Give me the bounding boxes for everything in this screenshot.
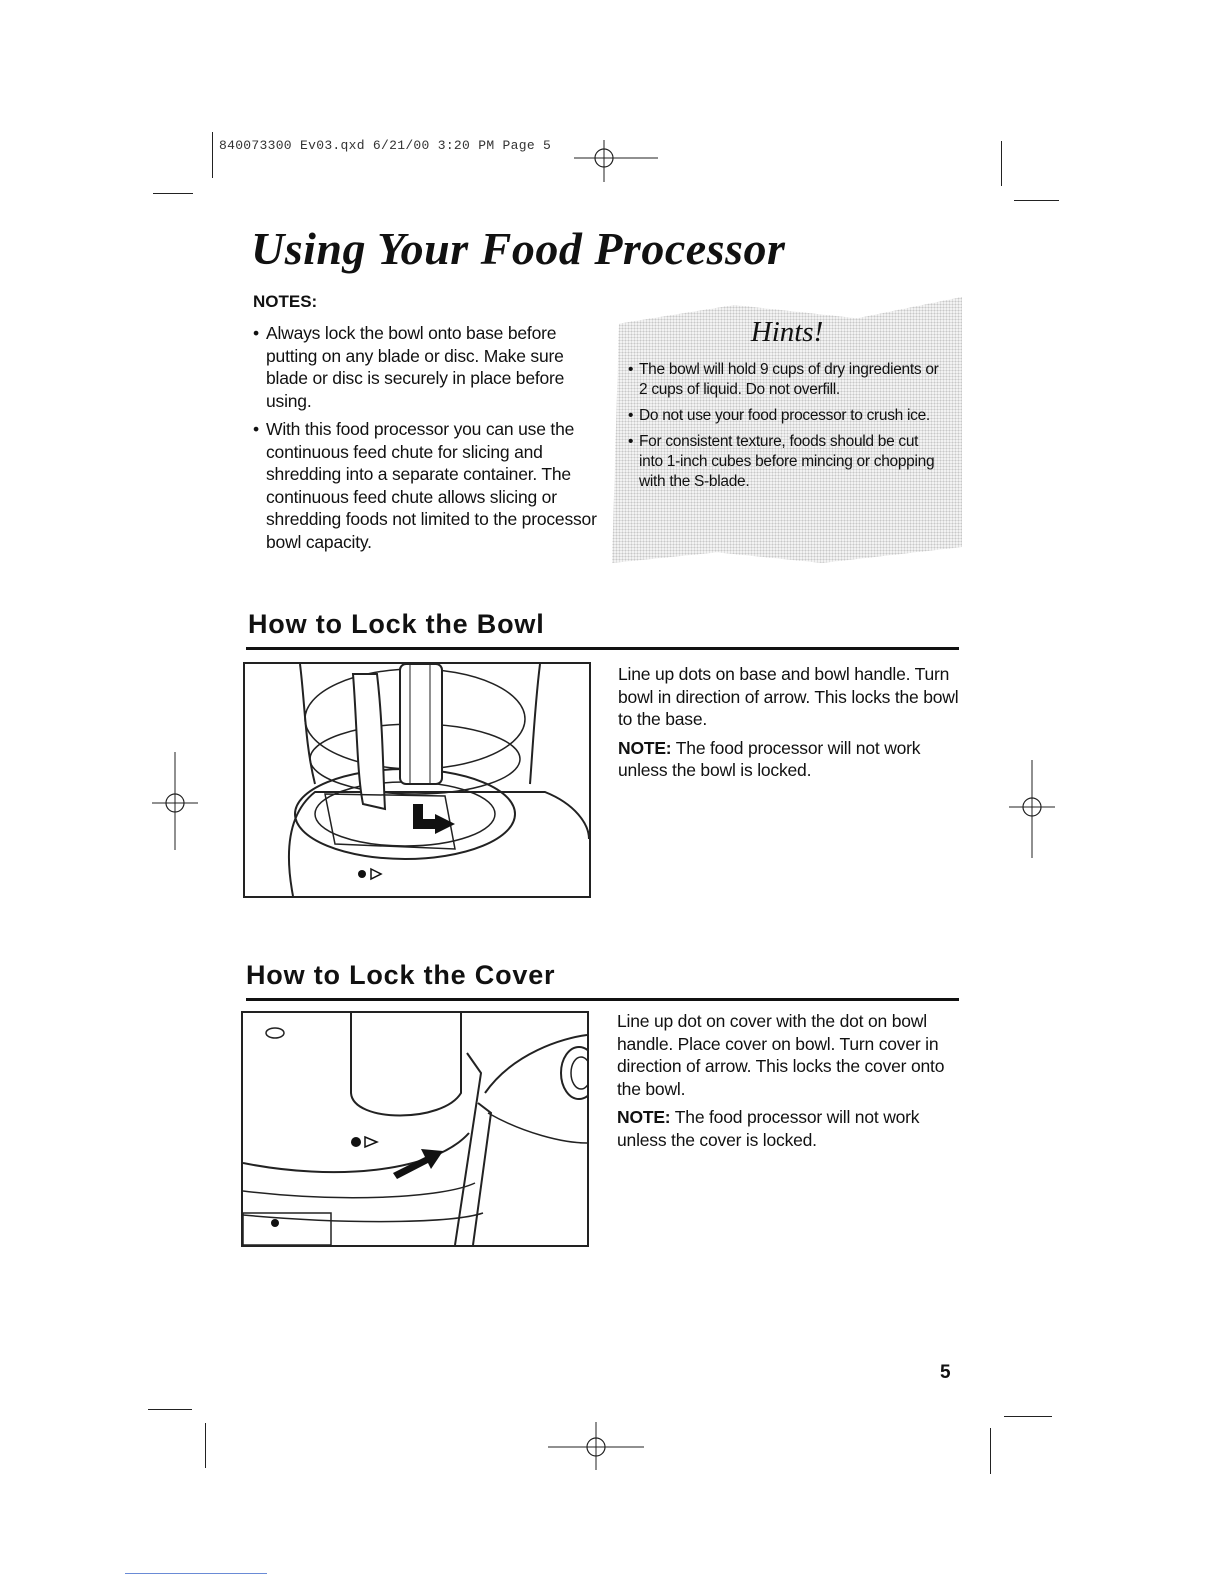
file-info-slug: 840073300 Ev03.qxd 6/21/00 3:20 PM Page 5	[219, 138, 552, 153]
registration-mark-icon	[150, 752, 200, 852]
hints-item: • For consistent texture, foods should be cut into 1-inch cubes before mincing or chopping with the S-blade.	[628, 432, 943, 492]
crop-mark-bottom-left-horizontal	[148, 1409, 192, 1410]
alignment-dot-icon	[358, 869, 381, 879]
lock-bowl-instruction: Line up dots on base and bowl handle. Turn bowl in direction of arrow. This locks the bowl to the base.	[618, 664, 959, 729]
crop-mark-top-left-horizontal	[153, 193, 193, 194]
lock-bowl-illustration	[243, 662, 591, 898]
lock-bowl-note	[618, 737, 963, 782]
lock-cover-note	[617, 1106, 962, 1151]
hints-list	[628, 360, 943, 498]
note-text: The food processor will not work unless the bowl is locked.	[618, 737, 921, 780]
notes-item: • Always lock the bowl onto base before putting on any blade or disc. Make sure blade or disc is securely in place before using.	[253, 322, 598, 412]
hints-item: • Do not use your food processor to crush ice.	[628, 406, 943, 426]
crop-mark-bottom-right-horizontal	[1004, 1416, 1052, 1417]
lock-cover-illustration	[241, 1011, 589, 1247]
hints-item: • The bowl will hold 9 cups of dry ingredients or 2 cups of liquid. Do not overfill.	[628, 360, 943, 400]
notes-list	[253, 322, 598, 559]
note-text: The food processor will not work unless the cover is locked.	[617, 1107, 920, 1150]
crop-mark-top-left-vertical	[212, 132, 213, 178]
crop-mark-bottom-right-vertical	[990, 1428, 991, 1474]
registration-mark-icon	[574, 136, 664, 186]
notes-heading: NOTES:	[253, 292, 318, 311]
note-label: NOTE:	[618, 737, 672, 758]
lock-bowl-rule	[246, 647, 959, 650]
note-label: NOTE:	[617, 1107, 671, 1127]
lock-cover-instruction: Line up dot on cover with the dot on bowl handle. Place cover on bowl. Turn cover in direction of arrow. This locks the cover onto the bowl.	[617, 1011, 945, 1099]
page-title: Using Your Food Processor	[251, 223, 786, 274]
notes-item: • With this food processor you can use the continuous feed chute for slicing and shredding into a separate container. The continuous feed chute allows slicing or shredding foods not limited to the processor bowl capacity.	[253, 418, 598, 553]
page-number: 5	[940, 1362, 951, 1383]
hints-title: Hints!	[750, 316, 824, 348]
crop-mark-bottom-left-vertical	[205, 1423, 206, 1468]
lock-bowl-description	[618, 663, 963, 788]
crop-mark-top-right-horizontal	[1014, 200, 1059, 201]
lock-direction-arrow-icon	[393, 1149, 443, 1179]
lock-cover-description	[617, 1010, 962, 1157]
scan-edge-line	[125, 1573, 267, 1574]
lock-cover-rule	[246, 998, 959, 1001]
registration-mark-icon	[548, 1420, 648, 1472]
crop-mark-top-right-vertical	[1001, 141, 1002, 186]
lock-cover-heading: How to Lock the Cover	[246, 960, 556, 990]
alignment-dot-icon	[351, 1137, 377, 1147]
registration-mark-icon	[1007, 760, 1057, 860]
lock-bowl-heading: How to Lock the Bowl	[248, 609, 545, 639]
